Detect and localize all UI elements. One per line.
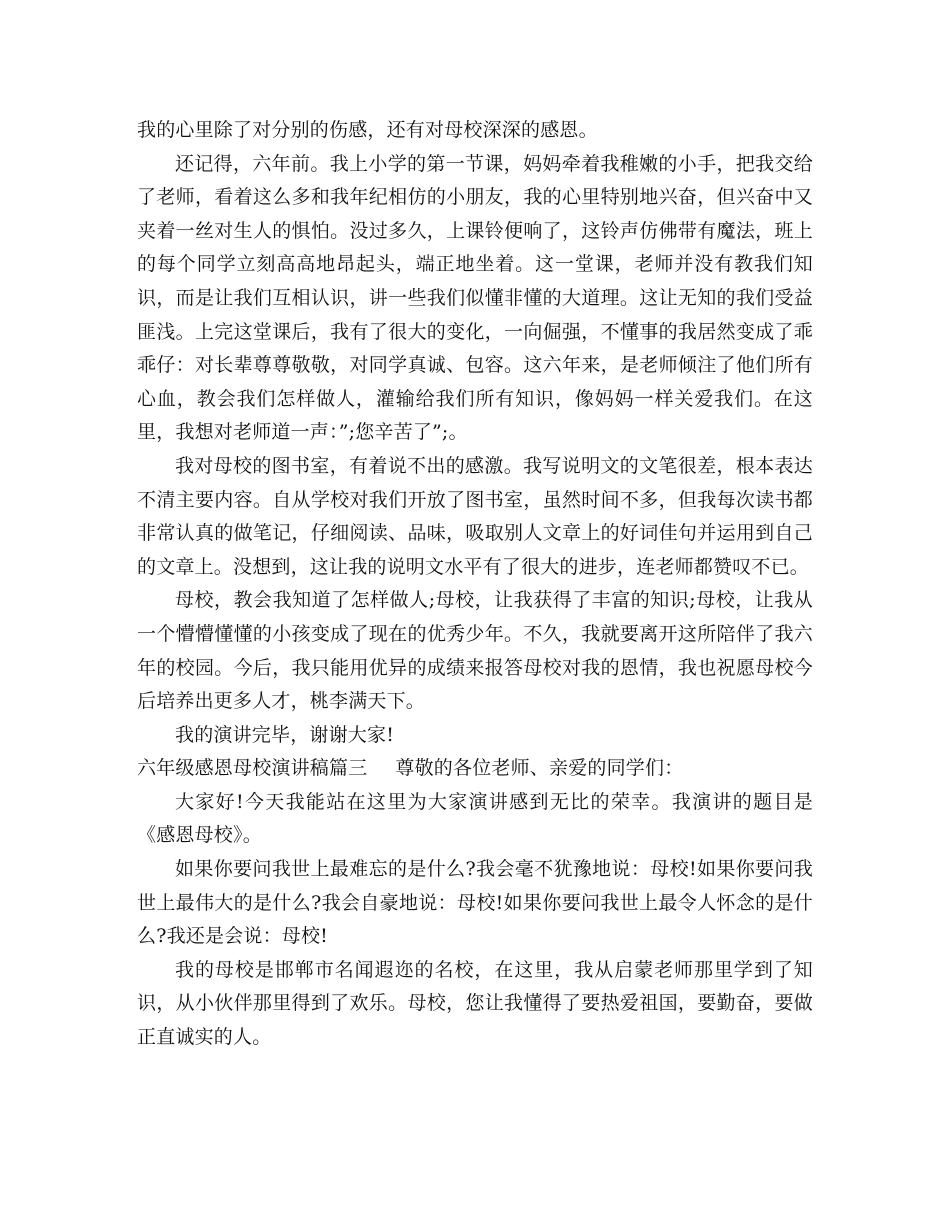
section-heading — [137, 752, 813, 786]
paragraph-6: 大家好!今天我能站在这里为大家演讲感到无比的荣幸。我演讲的题目是《感恩母校》。 — [137, 790, 813, 847]
paragraph-8: 我的母校是邯郸市名闻遐迩的名校，在这里，我从启蒙老师那里学到了知识，从小伙伴那里得到了欢乐。母校，您让我懂得了要热爱祖国，要勤奋，要做正直诚实的人。 — [137, 958, 813, 1049]
paragraph-7: 如果你要问我世上最难忘的是什么?我会毫不犹豫地说：母校!如果你要问我世上最伟大的是什么?我会自豪地说：母校!如果你要问我世上最令人怀念的是什么?我还是会说：母校! — [137, 858, 813, 948]
document-body — [137, 114, 813, 1055]
paragraph-1: 我的心里除了对分别的伤感，还有对母校深深的感恩。 — [137, 119, 598, 141]
salutation: 尊敬的各位老师、亲爱的同学们： — [395, 757, 684, 780]
paragraph-2: 还记得，六年前。我上小学的第一节课，妈妈牵着我稚嫩的小手，把我交给了老师，看着这么多和我年纪相仿的小朋友，我的心里特别地兴奋，但兴奋中又夹着一丝对生人的惧怕。没过多久，上课铃便响了，这铃声仿佛带有魔法，班上的每个同学立刻高高地昂起头，端正地坐着。这一堂课，老师并没有教我们知识，而是让我们互相认识，讲一些我们似懂非懂的大道理。这让无知的我们受益匪浅。上完这堂课后，我有了很大的变化，一向倔强，不懂事的我居然变成了乖乖仔：对长辈尊尊敬敬，对同学真诚、包容。这六年来，是老师倾注了他们所有心血，教会我们怎样做人，灌输给我们所有知识，像妈妈一样关爱我们。在这里，我想对老师道一声：”;您辛苦了”;。 — [137, 152, 813, 444]
paragraph-5: 我的演讲完毕，谢谢大家! — [175, 723, 395, 746]
paragraph-4: 母校，教会我知道了怎样做人;母校，让我获得了丰富的知识;母校，让我从一个懵懵懂懂的小孩变成了现在的优秀少年。不久，我就要离开这所陪伴了我六年的校园。今后，我只能用优异的成绩来报答母校对我的恩情，我也祝愿母校今后培养出更多人才，桃李满天下。 — [137, 589, 813, 713]
section-title: 六年级感恩母校演讲稿篇三 — [137, 757, 368, 780]
paragraph-3: 我对母校的图书室，有着说不出的感激。我写说明文的文笔很差，根本表达不清主要内容。自从学校对我们开放了图书室，虽然时间不多，但我每次读书都非常认真的做笔记，仔细阅读、品味，吸取别人文章上的好词佳句并运用到自己的文章上。没想到，这让我的说明文水平有了很大的进步，连老师都赞叹不已。 — [137, 454, 813, 578]
